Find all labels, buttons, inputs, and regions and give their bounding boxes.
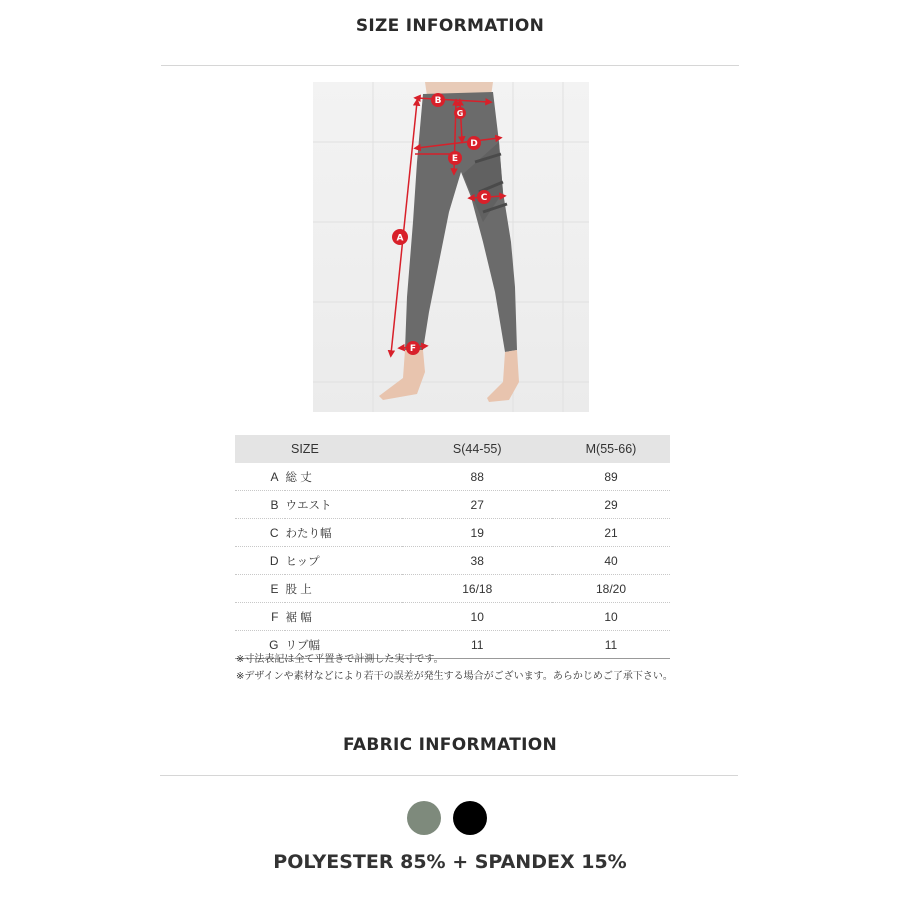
svg-text:E: E [451,154,459,164]
marker-b [431,93,445,107]
title-divider [161,65,739,66]
marker-d [467,136,481,150]
row-s-value: 38 [402,547,552,575]
measurement-note: ※寸法表記は全て平置きで計測した実寸です。 [236,654,444,665]
svg-text:D: D [470,139,478,149]
product-photo [313,82,589,412]
header-size: SIZE [235,435,402,463]
row-m-value: 10 [552,603,670,631]
table-row [235,547,670,575]
row-label: ヒップ [285,547,403,575]
row-m-value: 89 [552,463,670,491]
table-row [235,491,670,519]
marker-e [448,151,462,165]
size-information-title: SIZE INFORMATION [355,16,545,36]
marker-c [477,190,491,204]
row-s-value: 11 [402,631,552,659]
marker-g [454,107,466,119]
row-key: F [235,603,285,631]
row-label: 股 上 [285,575,403,603]
header-s: S(44-55) [402,435,552,463]
color-swatch-black [453,801,487,835]
row-label: リブ幅 [285,631,403,659]
table-row [235,575,670,603]
row-label: ウエスト [285,491,403,519]
row-label: 総 丈 [285,463,403,491]
row-key: D [235,547,285,575]
svg-text:G: G [456,109,464,118]
right-foot [487,350,519,402]
fabric-information-title: FABRIC INFORMATION [342,735,558,755]
row-m-value: 29 [552,491,670,519]
row-m-value: 11 [552,631,670,659]
fabric-divider [160,775,738,776]
color-swatch-khaki [407,801,441,835]
table-row [235,519,670,547]
fabric-composition: POLYESTER 85% + SPANDEX 15% [273,851,627,873]
row-s-value: 27 [402,491,552,519]
row-s-value: 16/18 [402,575,552,603]
variance-note: ※デザインや素材などにより若干の誤差が発生する場合がございます。あらかじめご了承下さい。 [236,671,673,682]
svg-text:F: F [409,344,417,354]
row-key: G [235,631,285,659]
row-m-value: 18/20 [552,575,670,603]
size-table [235,435,670,659]
row-s-value: 19 [402,519,552,547]
row-key: E [235,575,285,603]
row-key: C [235,519,285,547]
row-m-value: 40 [552,547,670,575]
row-label: 裾 幅 [285,603,403,631]
size-table-header [235,435,670,463]
marker-a [392,229,408,245]
leggings-diagram [313,82,589,412]
row-key: A [235,463,285,491]
row-label: わたり幅 [285,519,403,547]
row-key: B [235,491,285,519]
svg-text:B: B [434,96,442,106]
left-foot [379,350,425,400]
header-m: M(55-66) [552,435,670,463]
table-row [235,603,670,631]
row-m-value: 21 [552,519,670,547]
row-s-value: 10 [402,603,552,631]
svg-text:C: C [480,193,488,203]
marker-f [406,341,420,355]
table-row [235,463,670,491]
svg-text:A: A [396,233,404,244]
row-s-value: 88 [402,463,552,491]
